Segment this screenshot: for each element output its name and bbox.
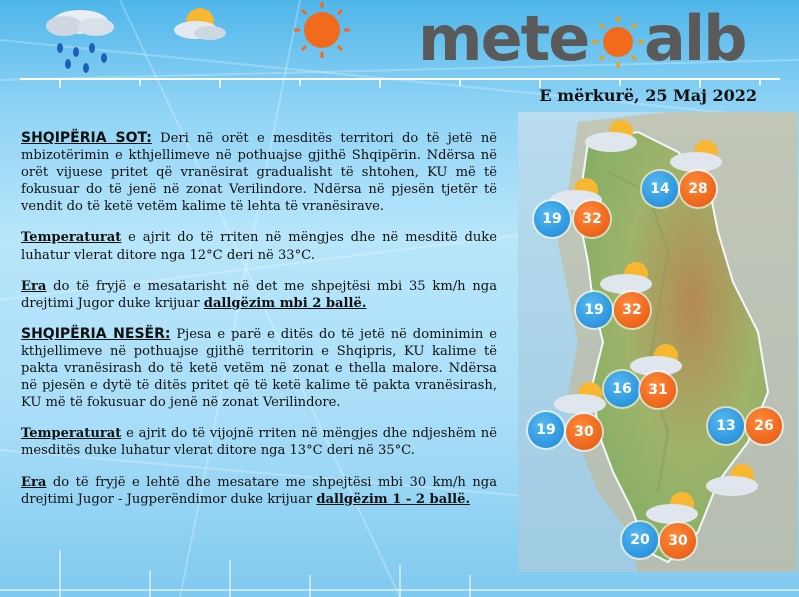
city-3-min-temp: 19 (576, 292, 612, 328)
city-2-max-temp: 32 (574, 201, 610, 237)
forecast-date: E mërkurë, 25 Maj 2022 (539, 86, 757, 105)
header-weather-icons (0, 0, 400, 80)
tomorrow-wind-text: do të fryjë e lehtë dhe mesatare me shpejtësi mbi 30 km/h nga drejtimi Jugor - Jugperëndimor duke krijuar (21, 474, 497, 507)
city-4-min-temp: 16 (604, 371, 640, 407)
partly-cloudy-icon (573, 112, 653, 162)
city-7-min-temp: 20 (622, 522, 658, 558)
albania-map (518, 112, 798, 572)
today-wind-highlight: dallgëzim mbi 2 ballë. (203, 295, 367, 311)
today-text: Deri në orët e mesditës territori do të jetë në mbizotërimin e kthjellimeve në pothuajse gjithë Shqipërin. Ndërsa në orët vijuese pritet që vranësirat gradualisht të shtohen, KU më të fokusuar do të jenë në zonat Verilindore. Ndërsa në pjesën tjetër të vendit do të ketë vetëm kalime të lehta të vranësirave. (21, 131, 497, 215)
city-3-max-temp: 32 (614, 292, 650, 328)
city-1-min-temp: 14 (642, 171, 678, 207)
tomorrow-wind-label: Era (21, 474, 47, 490)
today-temperature (21, 229, 497, 263)
logo-sun-icon (588, 10, 648, 70)
tomorrow-heading: SHQIPËRIA NESËR: (21, 325, 171, 342)
tomorrow-temp-label: Temperaturat (21, 426, 122, 442)
bottom-decoration (0, 520, 799, 597)
rain-cloud-icon (46, 10, 114, 73)
forecast-text (21, 130, 497, 522)
tomorrow-wind (21, 474, 497, 508)
today-wind (21, 278, 497, 312)
today-wind-text: do të fryjë e mesatarisht në det me shpejtësi mbi 35 km/h nga drejtimi Jugor duke krijuar (21, 278, 497, 311)
sun-icon (294, 2, 350, 58)
today-temp-text: e ajrit do të rriten në mëngjes dhe në mesditë duke luhatur vlerat ditore nga 12°C deri në 33°C. (21, 230, 497, 263)
city-6-max-temp: 26 (746, 408, 782, 444)
city-5-min-temp: 19 (528, 412, 564, 448)
today-summary (21, 130, 497, 215)
tomorrow-temp-text: e ajrit do të vijojnë rriten në mëngjes dhe ndjeshëm në mesditës duke luhatur vlerat ditore nga 13°C deri në 35°C. (21, 426, 497, 459)
logo-text-left: mete (418, 2, 589, 75)
tomorrow-temperature (21, 425, 497, 459)
logo-text-right: alb (644, 2, 746, 75)
tomorrow-text: Pjesa e parë e ditës do të jetë në dominimin e kthjellimeve në pothuajse gjithë territorin e Shqipris, KU kalime të pakta vranësirash do të ketë vetëm në zonat e thella malore. Ndërsa në pjesën e dytë të ditës pritet që të ketë kalime të pakta vranësirash, KU më të fokusuar do jenë në zonat Verilindore. (21, 326, 497, 411)
city-2-min-temp: 19 (534, 201, 570, 237)
tomorrow-wind-highlight: dallgëzim 1 - 2 ballë. (316, 491, 471, 507)
meteoalb-logo (418, 4, 768, 74)
city-4-max-temp: 31 (640, 372, 676, 408)
city-6-min-temp: 13 (708, 408, 744, 444)
city-7-max-temp: 30 (660, 523, 696, 559)
today-temp-label: Temperaturat (21, 230, 122, 246)
today-heading: SHQIPËRIA SOT: (21, 130, 152, 146)
today-wind-label: Era (21, 278, 47, 294)
sun-cloud-icon (174, 8, 226, 40)
tomorrow-summary (21, 326, 497, 411)
city-1-max-temp: 28 (680, 171, 716, 207)
city-5-max-temp: 30 (566, 414, 602, 450)
